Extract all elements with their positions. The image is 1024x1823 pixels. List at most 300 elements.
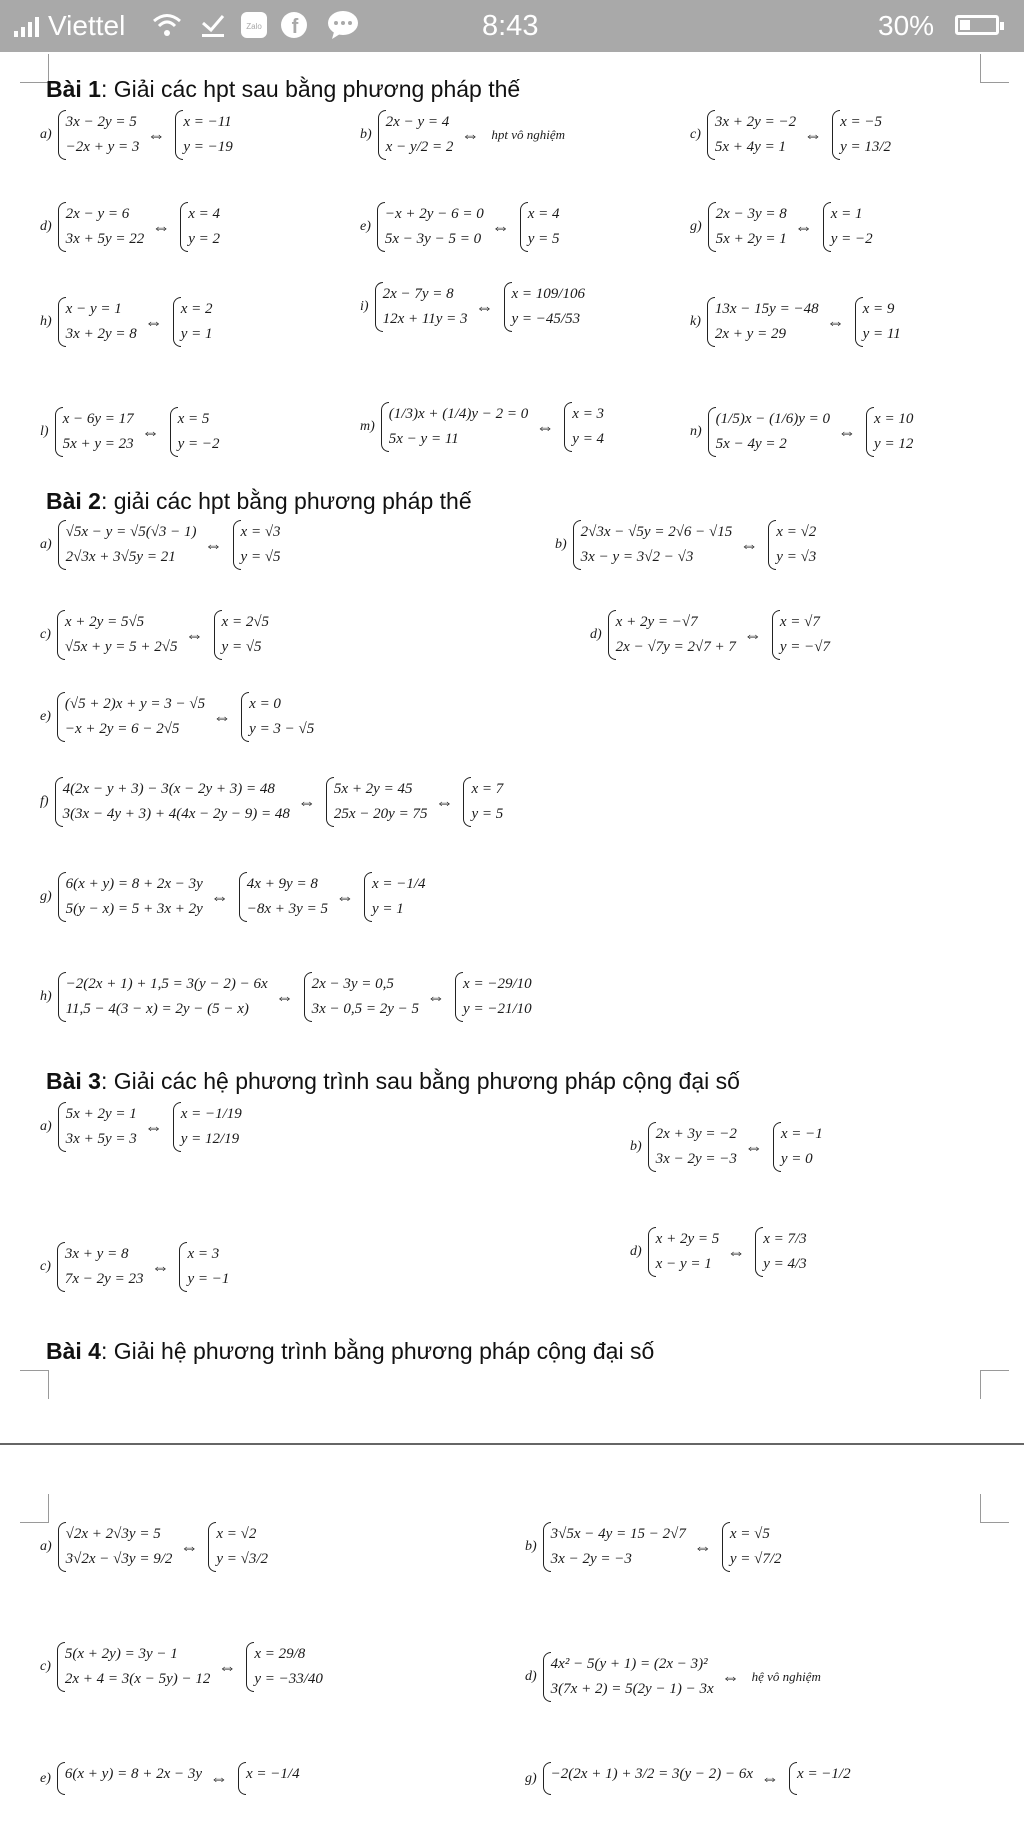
equation-line: y = −1 [187,1271,230,1287]
equation-line: −x + 2y = 6 − 2√5 [64,721,180,737]
equation-line: −2(2x + 1) + 1,5 = 3(y − 2) − 6x [65,976,268,992]
exercise-label: g) [690,219,702,234]
equation-system [55,1760,202,1797]
equation-line: y = −19 [183,139,233,155]
equation-system [766,518,816,572]
equation-line: y = −21/10 [463,1001,532,1017]
equation-system [56,970,268,1024]
equation-system [171,295,213,349]
equivalence-arrow-icon: ⇔ [536,416,555,437]
page-corner-mark [980,54,1009,83]
exercise-label: b) [360,127,372,142]
equation-line: y = −2 [177,436,220,452]
equation-line: 2x + y = 29 [714,326,786,342]
equivalence-arrow-icon: ⇔ [461,124,480,145]
exercise-item [360,280,585,334]
equation-line: 6(x + y) = 8 + 2x − 3y [65,876,203,892]
equation-system [705,295,819,349]
page-corner-mark [20,1370,49,1399]
equation-line: 5x − 3y − 5 = 0 [384,231,482,247]
page-corner-mark [20,1494,49,1523]
exercise-note: hpt vô nghiệm [491,127,566,142]
equation-system [571,518,733,572]
equation-line: y = 5 [527,231,560,247]
equation-line: 6(x + y) = 8 + 2x − 3y [64,1766,202,1782]
equation-line [65,1787,202,1795]
equivalence-arrow-icon: ⇔ [743,624,762,645]
exercise-item [40,108,233,162]
equation-line: −2x + y = 3 [65,139,140,155]
exercise-label: h) [40,314,52,329]
exercise-label: c) [690,127,701,142]
page-corner-mark [980,1494,1009,1523]
equation-system [177,1240,229,1294]
exercise-label: a) [40,1119,52,1134]
equation-line: 5(x + 2y) = 3y − 1 [64,1646,178,1662]
equation-system [362,870,426,924]
equation-line: y = √5 [221,639,262,655]
equation-line: (1/5)x − (1/6)y = 0 [715,411,831,427]
equivalence-arrow-icon: ⇔ [152,216,171,237]
equation-system [236,1760,300,1797]
equation-line: 3x + y = 8 [64,1246,129,1262]
equivalence-arrow-icon: ⇔ [180,1536,199,1557]
exercise-item [360,108,565,162]
equation-line: (1/3)x + (1/4)y − 2 = 0 [388,406,529,422]
exercise-label: d) [590,627,602,642]
equation-line: 13x − 15y = −48 [714,301,819,317]
equation-line: 4x + 9y = 8 [246,876,318,892]
equation-line: −2(2x + 1) + 3/2 = 3(y − 2) − 6x [550,1766,754,1782]
exercise-label: k) [690,314,701,329]
equation-line: 3x − 0,5 = 2y − 5 [311,1001,420,1017]
equation-system [231,518,281,572]
exercise-item [690,108,891,162]
exercise-label: n) [690,424,702,439]
equation-line [551,1787,753,1795]
equation-line: y = 12/19 [180,1131,240,1147]
equation-system [541,1520,686,1574]
section-heading: Bài 4: Giải hệ phương trình bằng phương pháp cộng đại số [46,1338,655,1364]
equivalence-arrow-icon: ⇔ [144,1116,163,1137]
equation-line: 5x + 4y = 1 [714,139,786,155]
equation-line: x = 7 [471,781,504,797]
equation-line: x = 2√5 [221,614,270,630]
exercise-label: a) [40,537,52,552]
equation-line: x = −11 [183,114,232,130]
exercise-item [40,1520,268,1574]
exercise-label: b) [555,537,567,552]
exercise-item [40,518,281,572]
battery-percent: 30% [878,10,935,41]
equation-line: (√5 + 2)x + y = 3 − √5 [64,696,206,712]
equivalence-arrow-icon: ⇔ [204,534,223,555]
equation-system [705,108,796,162]
equation-system [244,1640,323,1694]
equation-system [212,608,270,662]
equation-system [562,400,604,454]
exercise-note: hệ vô nghiệm [751,1669,821,1684]
equation-system [720,1520,782,1574]
battery-icon [955,15,999,35]
equation-line: x − y/2 = 2 [385,139,454,155]
equation-line: y = −33/40 [254,1671,323,1687]
exercise-item [590,608,830,662]
equation-line: 3x − y = 3√2 − √3 [580,549,694,565]
equivalence-arrow-icon: ⇔ [838,421,857,442]
equation-system [324,775,428,829]
equation-system [206,1520,268,1574]
exercise-label: h) [40,989,52,1004]
exercise-label: d) [525,1669,537,1684]
equivalence-arrow-icon: ⇔ [740,534,759,555]
equation-line: 4x² − 5(y + 1) = (2x − 3)² [550,1656,708,1672]
equivalence-arrow-icon: ⇔ [804,124,823,145]
equation-system [646,1120,737,1174]
equivalence-arrow-icon: ⇔ [826,311,845,332]
equation-line: y = 4 [572,431,605,447]
equivalence-arrow-icon: ⇔ [491,216,510,237]
equation-line: 3√2x − √3y = 9/2 [65,1551,173,1567]
equivalence-arrow-icon: ⇔ [435,791,454,812]
equation-line: x = −1/4 [246,1766,300,1782]
equation-line: 2x − √7y = 2√7 + 7 [615,639,736,655]
equation-line: y = 0 [780,1151,813,1167]
equation-line: x = 9 [862,301,895,317]
wifi-icon [152,10,182,40]
equation-line: 3x + 5y = 3 [65,1131,137,1147]
section-heading: Bài 3: Giải các hệ phương trình sau bằng phương pháp cộng đại số [46,1068,740,1094]
equation-line: x = √3 [240,524,281,540]
equation-line: 2x − 3y = 8 [715,206,787,222]
equation-line: 5x + 2y = 1 [715,231,787,247]
equation-line: 3x + 5y = 22 [65,231,145,247]
carrier-name: Viettel [48,10,126,41]
equation-system [55,608,178,662]
equation-system [461,775,503,829]
equivalence-arrow-icon: ⇔ [213,706,232,727]
equation-line: x = −1/2 [797,1766,851,1782]
equation-line: x = −29/10 [463,976,532,992]
equivalence-arrow-icon: ⇔ [744,1136,763,1157]
exercise-item [40,608,269,662]
page-corner-mark [20,54,49,83]
equation-line: y = 1 [180,326,213,342]
equation-line: y = √3/2 [216,1551,269,1567]
exercise-item [525,1760,851,1797]
equation-line: x + 2y = 5 [655,1231,720,1247]
section-heading: Bài 2: giải các hpt bằng phương pháp thế [46,488,472,514]
equivalence-arrow-icon: ⇔ [761,1768,780,1788]
equation-system [168,405,220,459]
exercise-label: c) [40,1259,51,1274]
exercise-item [630,1225,807,1279]
equation-line: 4(2x − y + 3) − 3(x − 2y + 3) = 48 [62,781,275,797]
equation-line: y = 3 − √5 [249,721,315,737]
exercise-item [40,1640,323,1694]
equation-line: 25x − 20y = 75 [333,806,428,822]
svg-text:f: f [291,16,299,38]
equation-system [55,1640,210,1694]
equation-system [237,870,328,924]
equivalence-arrow-icon: ⇔ [721,1666,740,1687]
exercise-item [40,970,532,1024]
equation-line: x = 3 [187,1246,220,1262]
equation-line: 3(3x − 4y + 3) + 4(4x − 2y − 9) = 48 [62,806,290,822]
exercise-label: e) [40,1770,51,1786]
equation-line: x − y = 1 [65,301,122,317]
equation-system [771,1120,823,1174]
exercise-label: i) [360,299,369,314]
equivalence-arrow-icon: ⇔ [335,886,354,907]
equation-system [379,400,529,454]
equation-line: 2x + 3y = −2 [655,1126,737,1142]
equation-line: 3x − 2y = −3 [550,1551,632,1567]
equivalence-arrow-icon: ⇔ [727,1241,746,1262]
equation-line: √2x + 2√3y = 5 [65,1526,161,1542]
equation-line: 3x − 2y = −3 [655,1151,737,1167]
status-bar [0,0,1024,52]
equivalence-arrow-icon: ⇔ [794,216,813,237]
section-heading: Bài 1: Giải các hpt sau bằng phương pháp thế [46,76,521,102]
equation-line [797,1787,851,1795]
equation-line: −8x + 3y = 5 [246,901,328,917]
equation-line: 3√5x − 4y = 15 − 2√7 [550,1526,686,1542]
equation-line: 12x + 11y = 3 [382,311,468,327]
equation-line: x = 7/3 [763,1231,807,1247]
equation-line: 2x − y = 6 [65,206,130,222]
exercise-item [555,518,816,572]
equation-line: 3x + 2y = −2 [714,114,797,130]
exercise-item [40,405,220,459]
exercise-label: c) [40,627,51,642]
equivalence-arrow-icon: ⇔ [147,124,166,145]
equation-system [56,295,137,349]
equation-system [373,280,468,334]
equation-system [56,200,145,254]
equation-line: 2x + 4 = 3(x − 5y) − 12 [64,1671,211,1687]
equation-line: x = 3 [572,406,605,422]
equivalence-arrow-icon: ⇔ [185,624,204,645]
exercise-item [360,200,559,254]
equivalence-arrow-icon: ⇔ [427,986,446,1007]
equation-system [173,108,232,162]
exercise-item [40,690,314,744]
equation-system [56,1100,137,1154]
equation-system [56,108,140,162]
equation-line: 5x + y = 23 [62,436,134,452]
equation-line: x = 2 [180,301,213,317]
equation-line: y = 11 [862,326,901,342]
equation-line: x = 0 [249,696,281,712]
equation-line: 5x + 2y = 45 [333,781,413,797]
equation-line: x = −1 [780,1126,823,1142]
equation-line: 3x + 2y = 8 [65,326,137,342]
exercise-label: m) [360,419,375,434]
equation-line: x = 5 [177,411,210,427]
exercise-item [40,1100,242,1154]
equation-system [770,608,830,662]
equation-line: x + 2y = 5√5 [64,614,145,630]
equation-line: x = −1/4 [371,876,426,892]
equation-line: 5x + 2y = 1 [65,1106,137,1122]
exercise-label: c) [40,1659,51,1674]
equation-system [821,200,873,254]
equation-line: x − y = 1 [655,1256,712,1272]
equivalence-arrow-icon: ⇔ [275,986,294,1007]
equation-line: x = −1/19 [180,1106,242,1122]
exercise-item [40,870,426,924]
exercise-item [40,1760,300,1797]
equivalence-arrow-icon: ⇔ [151,1256,170,1277]
exercise-label: g) [40,889,52,904]
equation-line: 5x − y = 11 [388,431,459,447]
equation-system [706,405,830,459]
equation-system [178,200,220,254]
page-break-divider [0,1443,1024,1445]
equation-line: x = 4 [527,206,560,222]
exercise-label: b) [525,1539,537,1554]
exercise-label: e) [40,709,51,724]
equation-system [56,1520,173,1574]
equation-system [302,970,419,1024]
equation-system [541,1650,714,1704]
equation-line: x = −5 [840,114,882,130]
equation-line: y = −2 [830,231,873,247]
equation-line: 2x − y = 4 [385,114,450,130]
messenger-icon [326,10,360,40]
equation-system [453,970,532,1024]
equation-line: y = 13/2 [840,139,892,155]
equation-system [646,1225,720,1279]
equation-line [246,1787,300,1795]
equation-line: x + 2y = −√7 [615,614,698,630]
equation-system [375,200,484,254]
equation-system [606,608,736,662]
equation-system [787,1760,851,1797]
exercise-label: e) [360,219,371,234]
equation-system [53,405,134,459]
equivalence-arrow-icon: ⇔ [210,1768,228,1788]
exercise-label: b) [630,1139,642,1154]
equation-line: y = 2 [188,231,221,247]
equation-line: x = 10 [874,411,914,427]
equation-system [53,775,290,829]
equation-line: y = √5 [240,549,281,565]
exercise-item [40,1240,229,1294]
facebook-icon [280,10,308,40]
exercise-item [690,295,901,349]
equation-line: y = 12 [874,436,914,452]
exercise-label: l) [40,424,49,439]
equation-line: x − 6y = 17 [62,411,134,427]
equation-line: y = 1 [371,901,404,917]
equation-line: 2x − 7y = 8 [382,286,454,302]
equation-line: 3x − 2y = 5 [65,114,137,130]
equation-line: √5x + y = 5 + 2√5 [64,639,178,655]
zalo-icon [240,10,268,40]
exercise-item [630,1120,823,1174]
equation-system [239,690,314,744]
exercise-item [690,200,873,254]
equation-system [518,200,560,254]
exercise-item [40,775,503,829]
download-icon [200,10,226,40]
equation-line: 2x − 3y = 0,5 [311,976,394,992]
equation-line: 2√3x − √5y = 2√6 − √15 [580,524,733,540]
equation-system [706,200,787,254]
equation-line: y = 5 [471,806,504,822]
equation-line: 5(y − x) = 5 + 3x + 2y [65,901,203,917]
equation-line: x = 4 [188,206,221,222]
equation-line: 3(7x + 2) = 5(2y − 1) − 3x [550,1681,714,1697]
equation-line: y = √3 [776,549,817,565]
equation-line: 5x − 4y = 2 [715,436,787,452]
equation-system [55,690,205,744]
equation-line: x = √2 [216,1526,257,1542]
exercise-label: g) [525,1770,537,1786]
equation-line: y = −45/53 [511,311,581,327]
equation-line: y = −√7 [779,639,830,655]
exercise-label: d) [40,219,52,234]
equation-line: √5x − y = √5(√3 − 1) [65,524,197,540]
exercise-label: f) [40,794,49,809]
equation-line: x = √2 [776,524,817,540]
equation-line: x = √7 [779,614,820,630]
equivalence-arrow-icon: ⇔ [475,296,494,317]
equation-line: y = √7/2 [729,1551,782,1567]
equation-system [56,518,197,572]
equation-line: −x + 2y − 6 = 0 [384,206,484,222]
equation-line: x = 29/8 [254,1646,306,1662]
exercise-item [360,400,604,454]
exercise-item [40,295,213,349]
exercise-item [525,1520,782,1574]
equivalence-arrow-icon: ⇔ [693,1536,712,1557]
equation-system [753,1225,806,1279]
equation-line: 2√3x + 3√5y = 21 [65,549,176,565]
equation-system [55,1240,144,1294]
signal-icon [14,17,39,37]
equivalence-arrow-icon: ⇔ [218,1656,237,1677]
equation-line: x = 1 [830,206,863,222]
equivalence-arrow-icon: ⇔ [141,421,160,442]
equation-system [376,108,454,162]
equation-line: 7x − 2y = 23 [64,1271,144,1287]
clock: 8:43 [482,10,539,42]
equivalence-arrow-icon: ⇔ [210,886,229,907]
exercise-label: a) [40,127,52,142]
equation-system [853,295,901,349]
exercise-item [40,200,220,254]
exercise-item [525,1650,821,1704]
equation-line: x = 109/106 [511,286,585,302]
equation-system [502,280,585,334]
equation-system [864,405,913,459]
exercise-label: d) [630,1244,642,1259]
equation-line: y = 4/3 [763,1256,807,1272]
exercise-item [690,405,913,459]
exercise-label: a) [40,1539,52,1554]
equation-system [171,1100,242,1154]
equation-system [830,108,891,162]
page-corner-mark [980,1370,1009,1399]
equation-line: x = √5 [729,1526,770,1542]
equation-line: 11,5 − 4(3 − x) = 2y − (5 − x) [65,1001,249,1017]
equivalence-arrow-icon: ⇔ [297,791,316,812]
equivalence-arrow-icon: ⇔ [144,311,163,332]
equation-system [541,1760,753,1797]
